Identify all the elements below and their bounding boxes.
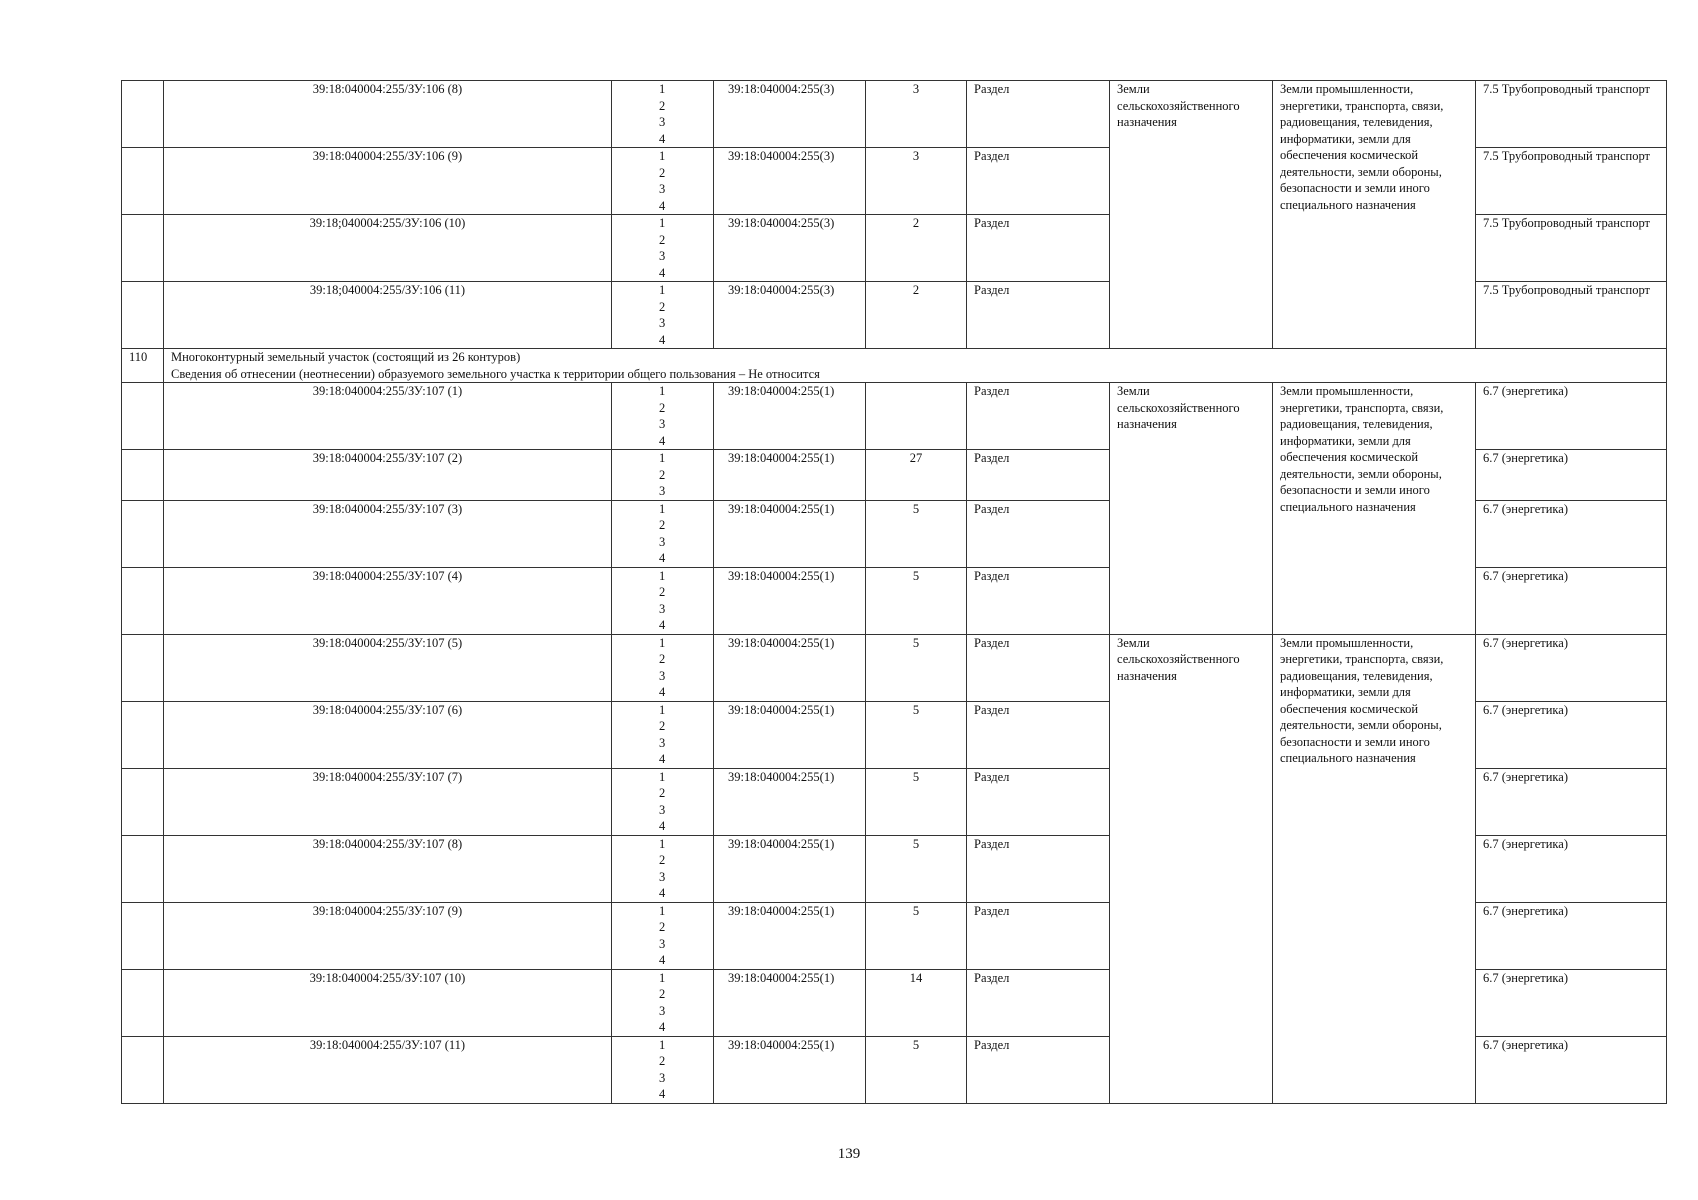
contour-number: 1 xyxy=(659,903,666,918)
cadastral-number-cell: 39:18;040004:255/ЗУ:106 (10) xyxy=(164,215,612,282)
contour-number: 2 xyxy=(659,1054,666,1068)
permitted-use-cell: 6.7 (энергетика) xyxy=(1476,500,1667,567)
contour-numbers-cell xyxy=(612,567,714,634)
formation-method-cell: Раздел xyxy=(967,902,1110,969)
contour-number: 4 xyxy=(659,265,666,280)
source-plot-cell: 39:18:040004:255(3) xyxy=(714,282,866,349)
contour-number: 2 xyxy=(659,719,666,733)
cadastral-number-cell: 39:18:040004:255/ЗУ:107 (7) xyxy=(164,768,612,835)
source-plot-cell: 39:18:040004:255(1) xyxy=(714,835,866,902)
permitted-use-cell: 6.7 (энергетика) xyxy=(1476,567,1667,634)
permitted-use-cell: 6.7 (энергетика) xyxy=(1476,450,1667,501)
row-number-cell xyxy=(122,969,164,1036)
contour-number: 3 xyxy=(659,534,666,549)
source-plot-cell: 39:18:040004:255(1) xyxy=(714,567,866,634)
formation-method-cell: Раздел xyxy=(967,215,1110,282)
contour-numbers-cell xyxy=(612,282,714,349)
area-cell: 5 xyxy=(866,768,967,835)
land-category-cell: Земли сельскохозяйственного назначения xyxy=(1110,383,1273,635)
cadastral-number-cell: 39:18:040004:255/ЗУ:106 (8) xyxy=(164,81,612,148)
contour-number: 4 xyxy=(659,551,666,565)
formation-method-cell: Раздел xyxy=(967,148,1110,215)
permitted-use-cell: 7.5 Трубопроводный транспорт xyxy=(1476,81,1667,148)
formation-method-cell: Раздел xyxy=(967,450,1110,501)
formation-method-cell: Раздел xyxy=(967,81,1110,148)
cadastral-number-cell: 39:18:040004:255/ЗУ:106 (9) xyxy=(164,148,612,215)
table-body xyxy=(122,81,1667,1104)
contour-number: 4 xyxy=(659,953,666,967)
contour-number: 1 xyxy=(659,635,666,650)
contour-number: 1 xyxy=(659,702,666,717)
row-number-cell xyxy=(122,81,164,148)
formation-method-cell: Раздел xyxy=(967,634,1110,701)
permitted-use-cell: 6.7 (энергетика) xyxy=(1476,1036,1667,1103)
permitted-use-cell: 6.7 (энергетика) xyxy=(1476,634,1667,701)
permitted-use-cell: 6.7 (энергетика) xyxy=(1476,969,1667,1036)
cadastral-number-cell: 39:18:040004:255/ЗУ:107 (4) xyxy=(164,567,612,634)
contour-numbers-cell xyxy=(612,902,714,969)
contour-number: 3 xyxy=(659,182,666,196)
area-cell: 5 xyxy=(866,567,967,634)
source-plot-cell: 39:18:040004:255(1) xyxy=(714,450,866,501)
contour-numbers-cell xyxy=(612,148,714,215)
contour-number: 4 xyxy=(659,685,666,699)
contour-number: 4 xyxy=(659,433,666,448)
area-cell: 5 xyxy=(866,835,967,902)
contour-number: 4 xyxy=(659,131,666,146)
area-cell: 2 xyxy=(866,215,967,282)
contour-number: 2 xyxy=(659,920,666,934)
contour-number: 2 xyxy=(659,652,666,666)
group-description-cell xyxy=(164,349,1667,383)
formation-method-cell: Раздел xyxy=(967,1036,1110,1103)
formation-method-cell: Раздел xyxy=(967,282,1110,349)
formation-method-cell: Раздел xyxy=(967,567,1110,634)
row-number-cell xyxy=(122,902,164,969)
cadastral-number-cell: 39:18:040004:255/ЗУ:107 (10) xyxy=(164,969,612,1036)
formation-method-cell: Раздел xyxy=(967,500,1110,567)
contour-numbers-cell xyxy=(612,215,714,282)
land-plots-table xyxy=(121,80,1667,1104)
contour-numbers-cell xyxy=(612,500,714,567)
contour-number: 2 xyxy=(659,98,666,113)
contour-number: 1 xyxy=(659,1037,666,1052)
area-cell: 5 xyxy=(866,902,967,969)
permitted-use-cell: 6.7 (энергетика) xyxy=(1476,902,1667,969)
contour-number: 3 xyxy=(659,668,666,683)
permitted-use-cell: 6.7 (энергетика) xyxy=(1476,768,1667,835)
area-cell xyxy=(866,383,967,450)
contour-numbers-cell xyxy=(612,634,714,701)
contour-number: 2 xyxy=(659,585,666,599)
source-plot-cell: 39:18:040004:255(3) xyxy=(714,148,866,215)
contour-number: 4 xyxy=(659,332,666,347)
area-cell: 3 xyxy=(866,81,967,148)
contour-number: 2 xyxy=(659,299,666,314)
formation-method-cell: Раздел xyxy=(967,768,1110,835)
group-description-line: Многоконтурный земельный участок (состоящий из 26 контуров) xyxy=(171,350,521,364)
contour-number: 3 xyxy=(659,249,666,263)
contour-numbers-cell xyxy=(612,969,714,1036)
contour-number: 4 xyxy=(659,1020,666,1034)
contour-number: 3 xyxy=(659,1070,666,1085)
permitted-use-cell: 6.7 (энергетика) xyxy=(1476,835,1667,902)
source-plot-cell: 39:18:040004:255(3) xyxy=(714,215,866,282)
row-number-cell xyxy=(122,215,164,282)
source-plot-cell: 39:18:040004:255(1) xyxy=(714,383,866,450)
permitted-use-cell: 6.7 (энергетика) xyxy=(1476,701,1667,768)
contour-number: 4 xyxy=(659,752,666,766)
contour-number: 1 xyxy=(659,501,666,516)
cadastral-number-cell: 39:18:040004:255/ЗУ:107 (2) xyxy=(164,450,612,501)
contour-numbers-cell xyxy=(612,450,714,501)
contour-number: 1 xyxy=(659,216,666,230)
formation-method-cell: Раздел xyxy=(967,701,1110,768)
cadastral-number-cell: 39:18;040004:255/ЗУ:106 (11) xyxy=(164,282,612,349)
row-number-cell xyxy=(122,835,164,902)
contour-numbers-cell xyxy=(612,701,714,768)
contour-numbers-cell xyxy=(612,768,714,835)
contour-number: 3 xyxy=(659,417,666,431)
group-public-use-line: Сведения об отнесении (неотнесении) образуемого земельного участка к территории общего пользования – Не относится xyxy=(171,366,820,381)
contour-number: 1 xyxy=(659,283,666,297)
contour-number: 2 xyxy=(659,400,666,415)
cadastral-number-cell: 39:18:040004:255/ЗУ:107 (3) xyxy=(164,500,612,567)
cadastral-number-cell: 39:18:040004:255/ЗУ:107 (8) xyxy=(164,835,612,902)
table-row xyxy=(122,81,1667,148)
source-plot-cell: 39:18:040004:255(3) xyxy=(714,81,866,148)
target-category-cell: Земли промышленности, энергетики, транспорта, связи, радиовещания, телевидения, информатики, земли для обеспечения космической деятельности, земли обороны, безопасности и земли иного специального назначения xyxy=(1273,634,1476,1103)
contour-number: 4 xyxy=(659,1087,666,1101)
row-number-cell xyxy=(122,768,164,835)
contour-numbers-cell xyxy=(612,1036,714,1103)
source-plot-cell: 39:18:040004:255(1) xyxy=(714,768,866,835)
contour-numbers-cell xyxy=(612,835,714,902)
cadastral-number-cell: 39:18:040004:255/ЗУ:107 (6) xyxy=(164,701,612,768)
row-number-cell xyxy=(122,148,164,215)
contour-number: 2 xyxy=(659,467,666,482)
permitted-use-cell: 7.5 Трубопроводный транспорт xyxy=(1476,215,1667,282)
formation-method-cell: Раздел xyxy=(967,835,1110,902)
source-plot-cell: 39:18:040004:255(1) xyxy=(714,500,866,567)
area-cell: 5 xyxy=(866,500,967,567)
source-plot-cell: 39:18:040004:255(1) xyxy=(714,1036,866,1103)
contour-number: 2 xyxy=(659,518,666,532)
contour-number: 3 xyxy=(659,601,666,616)
contour-numbers-cell xyxy=(612,383,714,450)
contour-number: 2 xyxy=(659,232,666,247)
land-category-cell: Земли сельскохозяйственного назначения xyxy=(1110,81,1273,349)
target-category-cell: Земли промышленности, энергетики, транспорта, связи, радиовещания, телевидения, информатики, земли для обеспечения космической деятельности, земли обороны, безопасности и земли иного специального назначения xyxy=(1273,383,1476,635)
area-cell: 27 xyxy=(866,450,967,501)
contour-number: 1 xyxy=(659,451,666,465)
row-number-cell xyxy=(122,567,164,634)
page-number: 139 xyxy=(837,1146,861,1162)
formation-method-cell: Раздел xyxy=(967,383,1110,450)
area-cell: 2 xyxy=(866,282,967,349)
contour-number: 3 xyxy=(659,484,666,498)
contour-number: 2 xyxy=(659,786,666,800)
contour-number: 3 xyxy=(659,802,666,817)
cadastral-number-cell: 39:18:040004:255/ЗУ:107 (1) xyxy=(164,383,612,450)
permitted-use-cell: 6.7 (энергетика) xyxy=(1476,383,1667,450)
row-number-cell xyxy=(122,634,164,701)
contour-numbers-cell xyxy=(612,81,714,148)
contour-number: 1 xyxy=(659,568,666,583)
formation-method-cell: Раздел xyxy=(967,969,1110,1036)
contour-number: 2 xyxy=(659,165,666,180)
source-plot-cell: 39:18:040004:255(1) xyxy=(714,969,866,1036)
area-cell: 5 xyxy=(866,634,967,701)
row-number-cell xyxy=(122,500,164,567)
row-number-cell xyxy=(122,701,164,768)
contour-number: 4 xyxy=(659,819,666,833)
contour-number: 1 xyxy=(659,970,666,985)
table-row xyxy=(122,383,1667,450)
area-cell: 3 xyxy=(866,148,967,215)
area-cell: 5 xyxy=(866,701,967,768)
contour-number: 1 xyxy=(659,384,666,398)
contour-number: 1 xyxy=(659,769,666,784)
cadastral-number-cell: 39:18:040004:255/ЗУ:107 (9) xyxy=(164,902,612,969)
permitted-use-cell: 7.5 Трубопроводный транспорт xyxy=(1476,282,1667,349)
contour-number: 4 xyxy=(659,886,666,900)
row-number-cell xyxy=(122,383,164,450)
contour-number: 4 xyxy=(659,198,666,213)
contour-number: 2 xyxy=(659,853,666,867)
permitted-use-cell: 7.5 Трубопроводный транспорт xyxy=(1476,148,1667,215)
contour-number: 3 xyxy=(659,1003,666,1018)
area-cell: 14 xyxy=(866,969,967,1036)
contour-number: 1 xyxy=(659,836,666,851)
contour-number: 3 xyxy=(659,936,666,951)
cadastral-number-cell: 39:18:040004:255/ЗУ:107 (5) xyxy=(164,634,612,701)
contour-number: 3 xyxy=(659,869,666,884)
row-number-cell xyxy=(122,1036,164,1103)
contour-number: 3 xyxy=(659,316,666,330)
table-row xyxy=(122,634,1667,701)
cadastral-number-cell: 39:18:040004:255/ЗУ:107 (11) xyxy=(164,1036,612,1103)
land-category-cell: Земли сельскохозяйственного назначения xyxy=(1110,634,1273,1103)
target-category-cell: Земли промышленности, энергетики, транспорта, связи, радиовещания, телевидения, информатики, земли для обеспечения космической деятельности, земли обороны, безопасности и земли иного специального назначения xyxy=(1273,81,1476,349)
source-plot-cell: 39:18:040004:255(1) xyxy=(714,634,866,701)
row-number-cell xyxy=(122,282,164,349)
contour-number: 1 xyxy=(659,82,666,96)
source-plot-cell: 39:18:040004:255(1) xyxy=(714,701,866,768)
area-cell: 5 xyxy=(866,1036,967,1103)
contour-number: 2 xyxy=(659,987,666,1001)
contour-number: 1 xyxy=(659,149,666,163)
group-number-cell: 110 xyxy=(122,349,164,383)
contour-number: 3 xyxy=(659,115,666,129)
source-plot-cell: 39:18:040004:255(1) xyxy=(714,902,866,969)
contour-number: 4 xyxy=(659,618,666,632)
plot-group-header-row xyxy=(122,349,1667,383)
row-number-cell xyxy=(122,450,164,501)
contour-number: 3 xyxy=(659,735,666,750)
